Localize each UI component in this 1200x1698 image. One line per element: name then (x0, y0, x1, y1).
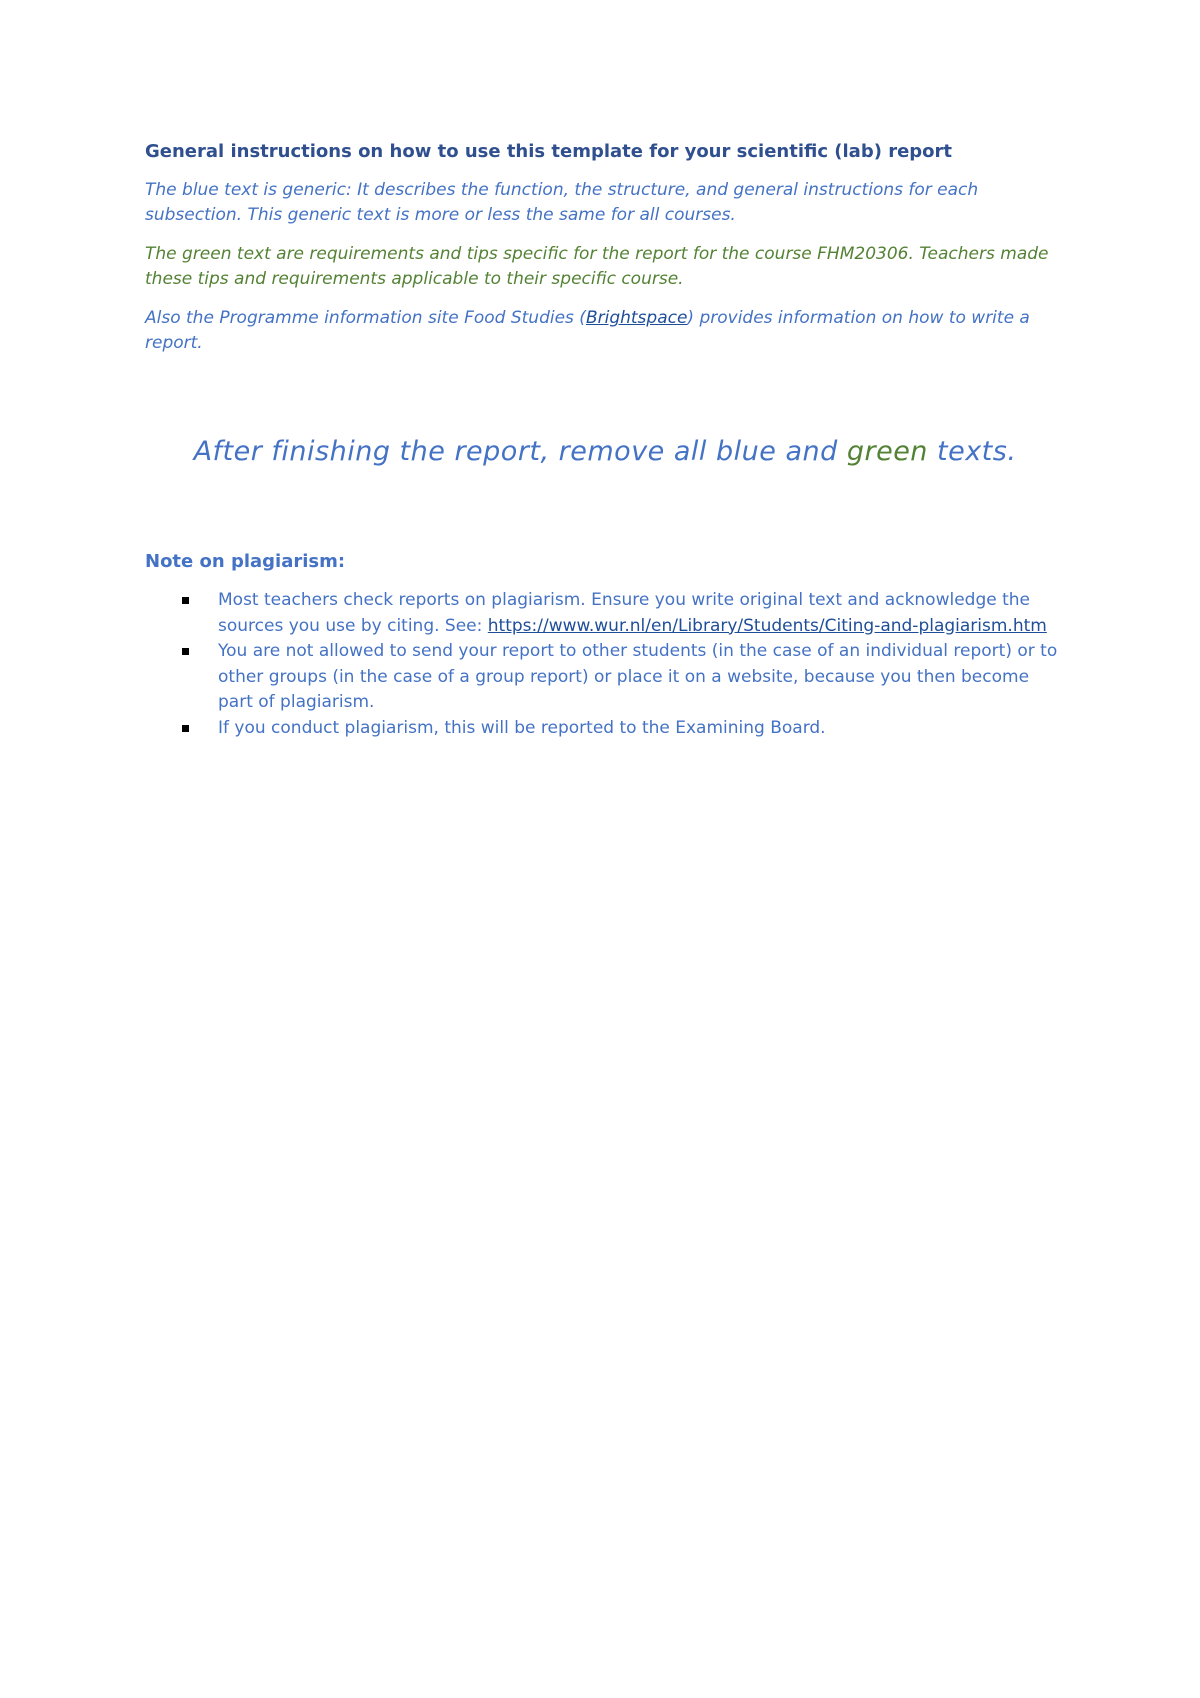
square-bullet-icon (182, 648, 189, 655)
course-specific-paragraph: The green text are requirements and tips specific for the report for the course FHM20306. Teachers made these tips and requirements applicable to their specific course. (145, 244, 1049, 289)
bullet-text: You are not allowed to send your report to other students (in the case of an individual report) or to other groups (in the case of a group report) or place it on a website, because you then become part of plagiarism. (218, 641, 1058, 712)
remove-instruction-green-word: green (846, 436, 928, 467)
list-item (145, 588, 1065, 639)
remove-texts-instruction (145, 434, 1065, 470)
list-item (145, 716, 1065, 742)
programme-info-after: ) provides information on how to write a report. (145, 308, 1030, 353)
document-page (145, 140, 1065, 741)
citing-plagiarism-link[interactable]: https://www.wur.nl/en/Library/Students/Citing-and-plagiarism.htm (487, 615, 1047, 636)
remove-instruction-part1: After finishing the report, remove all blue and (193, 436, 847, 467)
bullet-text: If you conduct plagiarism, this will be reported to the Examining Board. (218, 717, 826, 738)
instructions-heading: General instructions on how to use this template for your scientific (lab) report (145, 141, 953, 162)
square-bullet-icon (182, 725, 189, 732)
programme-info-before: Also the Programme information site Food Studies ( (145, 308, 586, 328)
generic-text-paragraph: The blue text is generic: It describes the function, the structure, and general instructions for each subsection. This generic text is more or less the same for all courses. (145, 180, 979, 225)
programme-info-paragraph (145, 306, 1065, 356)
plagiarism-bullet-list (145, 588, 1065, 741)
square-bullet-icon (182, 597, 189, 604)
bullet-text: Most teachers check reports on plagiarism. Ensure you write original text and acknowledge the sources you use by citing. See: (218, 590, 1031, 636)
remove-instruction-part2: texts. (927, 436, 1017, 467)
plagiarism-note-heading: Note on plagiarism: (145, 551, 346, 572)
brightspace-link[interactable]: Brightspace (585, 308, 688, 328)
list-item (145, 639, 1065, 716)
